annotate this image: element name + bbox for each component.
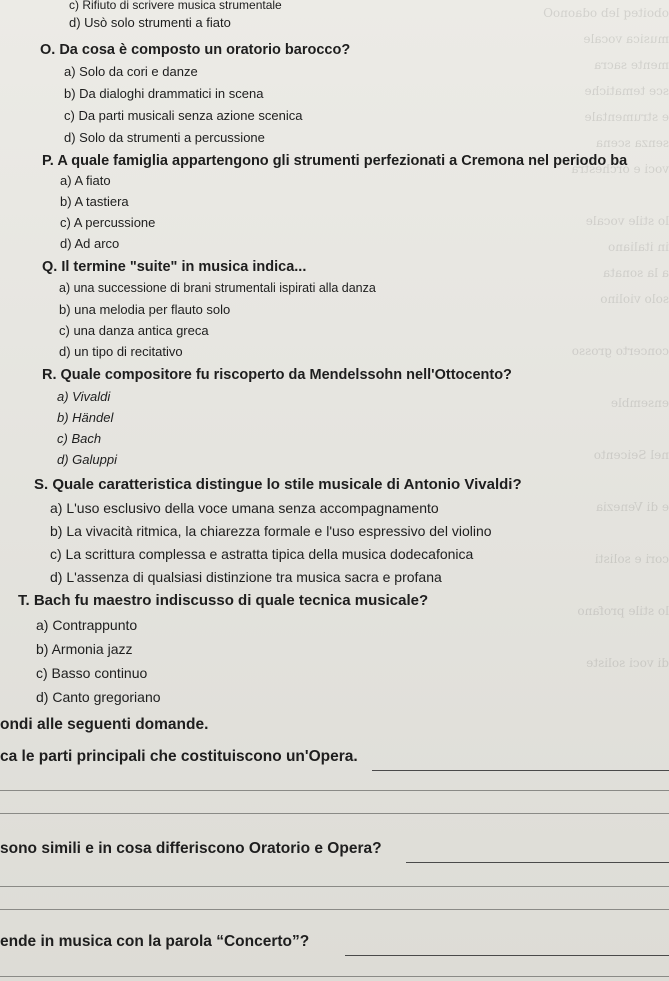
option-r-b[interactable]: b) Händel [57, 410, 114, 425]
open-prompt-2: sono simili e in cosa differiscono Oratorio e Opera? [0, 840, 382, 857]
option-o-b[interactable]: b) Da dialoghi drammatici in scena [64, 86, 264, 101]
option-s-d[interactable]: d) L'assenza di qualsiasi distinzione tra musica sacra e profana [50, 569, 442, 585]
answer-line[interactable] [0, 976, 669, 977]
answer-line[interactable] [0, 886, 669, 887]
question-o: O. Da cosa è composto un oratorio barocco? [40, 42, 351, 58]
answer-line[interactable] [406, 862, 669, 863]
option-n-c[interactable]: c) Rifiuto di scrivere musica strumentale [69, 0, 282, 12]
question-p: P. A quale famiglia appartengono gli strumenti perfezionati a Cremona nel periodo ba [42, 153, 628, 169]
question-t: T. Bach fu maestro indiscusso di quale tecnica musicale? [18, 592, 429, 609]
option-r-d[interactable]: d) Galuppi [57, 452, 117, 467]
option-n-d[interactable]: d) Usò solo strumenti a fiato [69, 15, 231, 30]
question-q: Q. Il termine "suite" in musica indica... [42, 259, 307, 275]
open-section-heading: ondi alle seguenti domande. [0, 716, 209, 733]
open-prompt-3: ende in musica con la parola “Concerto”? [0, 933, 310, 950]
option-p-b[interactable]: b) A tastiera [60, 194, 129, 209]
option-p-a[interactable]: a) A fiato [60, 173, 111, 188]
option-r-c[interactable]: c) Bach [57, 431, 102, 446]
option-o-a[interactable]: a) Solo da cori e danze [64, 64, 198, 79]
answer-line[interactable] [345, 955, 669, 956]
option-q-c[interactable]: c) una danza antica greca [59, 323, 209, 338]
option-t-a[interactable]: a) Contrappunto [36, 617, 138, 633]
option-o-d[interactable]: d) Solo da strumenti a percussione [64, 130, 265, 145]
open-prompt-1: ca le parti principali che costituiscono un'Opera. [0, 748, 358, 765]
option-s-c[interactable]: c) La scrittura complessa e astratta tipica della musica dodecafonica [50, 546, 474, 562]
question-s: S. Quale caratteristica distingue lo stile musicale di Antonio Vivaldi? [34, 476, 522, 493]
option-q-b[interactable]: b) una melodia per flauto solo [59, 302, 231, 317]
option-q-d[interactable]: d) un tipo di recitativo [59, 344, 183, 359]
question-r: R. Quale compositore fu riscoperto da Mendelssohn nell'Ottocento? [42, 367, 512, 383]
option-o-c[interactable]: c) Da parti musicali senza azione scenica [64, 108, 303, 123]
option-s-b[interactable]: b) La vivacità ritmica, la chiarezza formale e l'uso espressivo del violino [50, 523, 492, 539]
bleed-through-text: oboiteq leb odaonoO musica vocale mente sacra sce tematiche e strumentale senza scena voci e orchestra lo stile vocale in italiano a la sonata solo violino concerto grosso ensemble nel Seicento e di Venezia cori e solisti lo stile profano di voci soliste [543, 6, 669, 670]
option-p-d[interactable]: d) Ad arco [60, 236, 120, 251]
option-t-b[interactable]: b) Armonia jazz [36, 641, 133, 657]
option-r-a[interactable]: a) Vivaldi [57, 389, 111, 404]
option-t-d[interactable]: d) Canto gregoriano [36, 689, 161, 705]
option-p-c[interactable]: c) A percussione [60, 215, 156, 230]
answer-line[interactable] [0, 813, 669, 814]
option-t-c[interactable]: c) Basso continuo [36, 665, 148, 681]
option-q-a[interactable]: a) una successione di brani strumentali ispirati alla danza [59, 281, 376, 295]
answer-line[interactable] [0, 909, 669, 910]
option-s-a[interactable]: a) L'uso esclusivo della voce umana senza accompagnamento [50, 500, 439, 516]
answer-line[interactable] [0, 790, 669, 791]
answer-line[interactable] [372, 770, 669, 771]
